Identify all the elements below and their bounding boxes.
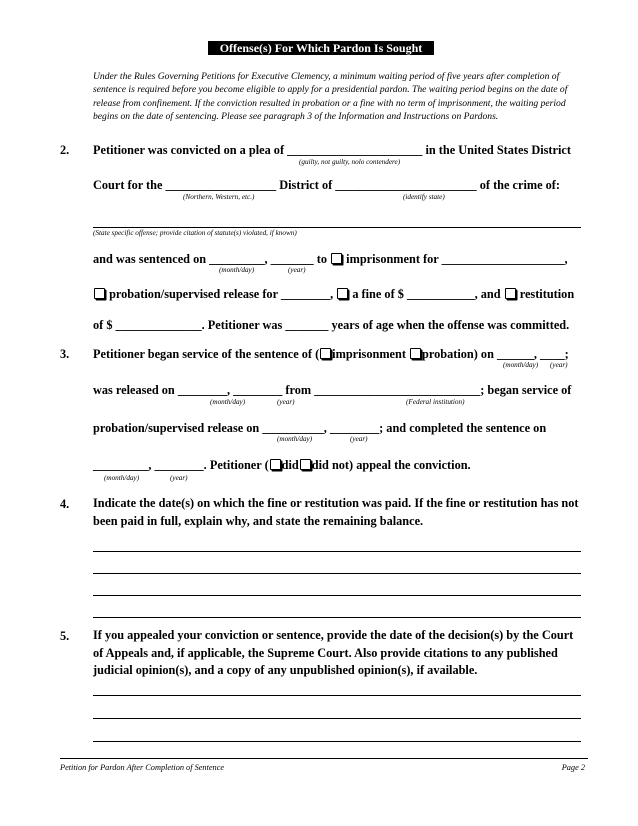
imprisonment-checkbox[interactable] — [331, 253, 342, 264]
q3-did-not-text: did not) appeal the conviction. — [311, 458, 471, 472]
q5-answer-line-2[interactable] — [93, 718, 581, 719]
q3-did-text: did — [281, 458, 299, 472]
q2-number: 2. — [60, 143, 70, 157]
q3-institution-caption: (Federal institution) — [406, 398, 465, 406]
q2-offense-caption: (State specific offense; provide citation of statute(s) violated, if known) — [93, 229, 297, 237]
q2-offense-field[interactable] — [93, 227, 581, 228]
q2-state-caption: (identify state) — [403, 193, 445, 201]
fine-checkbox[interactable] — [337, 288, 348, 299]
q3-probation-text: probation) on ______, ____; — [422, 347, 569, 361]
q4-answer-line-4[interactable] — [93, 617, 581, 618]
q5-number: 5. — [60, 629, 70, 643]
q2-probation-text: probation/supervised release for ________, — [109, 287, 334, 301]
q2-year-caption: (year) — [288, 266, 306, 274]
q2-sentenced-text: and was sentenced on _________, _______ to — [93, 252, 327, 266]
q3-released-year-caption: (year) — [277, 398, 295, 406]
section-banner: Offense(s) For Which Pardon Is Sought — [208, 41, 434, 55]
appeal-did-not-checkbox[interactable] — [300, 459, 311, 470]
q2-probation-line — [93, 287, 574, 302]
q3-appeal-text: _________, ________. Petitioner ( — [93, 458, 269, 472]
q2-court-line: Court for the __________________ District of _______________________ of the crime of: — [93, 178, 560, 192]
q3-service-text: Petitioner began service of the sentence of ( — [93, 347, 320, 361]
q2-age-line: of $ ______________. Petitioner was _______ years of age when the offense was committed. — [93, 318, 570, 332]
service-imprisonment-checkbox[interactable] — [320, 348, 331, 359]
q2-plea-caption: (guilty, not guilty, nolo contendere) — [299, 158, 401, 166]
q3-appeal-line — [93, 458, 471, 473]
q2-restitution-text: restitution — [519, 287, 575, 301]
q3-number: 3. — [60, 347, 70, 361]
q4-answer-line-1[interactable] — [93, 551, 581, 552]
q2-imprisonment-text: imprisonment for ____________________, — [346, 252, 568, 266]
q5-answer-line-3[interactable] — [93, 741, 581, 742]
q2-sentenced-line — [93, 252, 568, 267]
q3-released-monthday-caption: (month/day) — [210, 398, 246, 406]
footer-rule — [60, 758, 588, 759]
q2-district-caption: (Northern, Western, etc.) — [183, 193, 255, 201]
q2-plea-line: Petitioner was convicted on a plea of ______________________ in the United States District — [93, 143, 571, 157]
q3-probation-start-line: probation/supervised release on __________, ________; and completed the sentence on — [93, 421, 547, 435]
q4-text: Indicate the date(s) on which the fine or restitution was paid. If the fine or restitution has not been paid in full, explain why, and state the remaining balance. — [93, 496, 579, 528]
q4-number: 4. — [60, 497, 70, 511]
q2-fine-text: a fine of $ ___________, and — [352, 287, 501, 301]
appeal-did-checkbox[interactable] — [270, 459, 281, 470]
q3-service-line — [93, 347, 569, 362]
probation-checkbox[interactable] — [94, 288, 105, 299]
q3-completed-year-caption: (year) — [170, 474, 188, 482]
q3-monthday-caption: (month/day) — [503, 361, 539, 369]
q2-monthday-caption: (month/day) — [219, 266, 255, 274]
q3-released-line: was released on ________, ________ from ___________________________; began service of — [93, 383, 572, 397]
q3-probation-year-caption: (year) — [350, 435, 368, 443]
restitution-checkbox[interactable] — [505, 288, 516, 299]
q4-answer-line-3[interactable] — [93, 595, 581, 596]
service-probation-checkbox[interactable] — [410, 348, 421, 359]
page-number: Page 2 — [561, 763, 585, 772]
q5-text: If you appealed your conviction or sentence, provide the date of the decision(s) by the Court of Appeals and, if applicable, the Supreme Court. Also provide citations to any published judicial opinion(s), and a copy of any unpublished opinion(s), if available. — [93, 628, 574, 677]
q3-probation-monthday-caption: (month/day) — [277, 435, 313, 443]
q3-year-caption: (year) — [550, 361, 568, 369]
q3-imprisonment-text: imprisonment — [332, 347, 406, 361]
q5-answer-line-1[interactable] — [93, 695, 581, 696]
intro-text: Under the Rules Governing Petitions for Executive Clemency, a minimum waiting period of five years after completion of sentence is required before you become eligible to apply for a presidential pardon. The waiting period begins on the date of release from confinement. If the conviction resulted in probation or a fine with no term of imprisonment, the waiting period begins on the date of sentencing. Please see paragraph 3 of the Information and Instructions on Pardons. — [93, 71, 568, 122]
footer-title: Petition for Pardon After Completion of Sentence — [60, 763, 225, 772]
q4-answer-line-2[interactable] — [93, 573, 581, 574]
q3-completed-monthday-caption: (month/day) — [104, 474, 140, 482]
